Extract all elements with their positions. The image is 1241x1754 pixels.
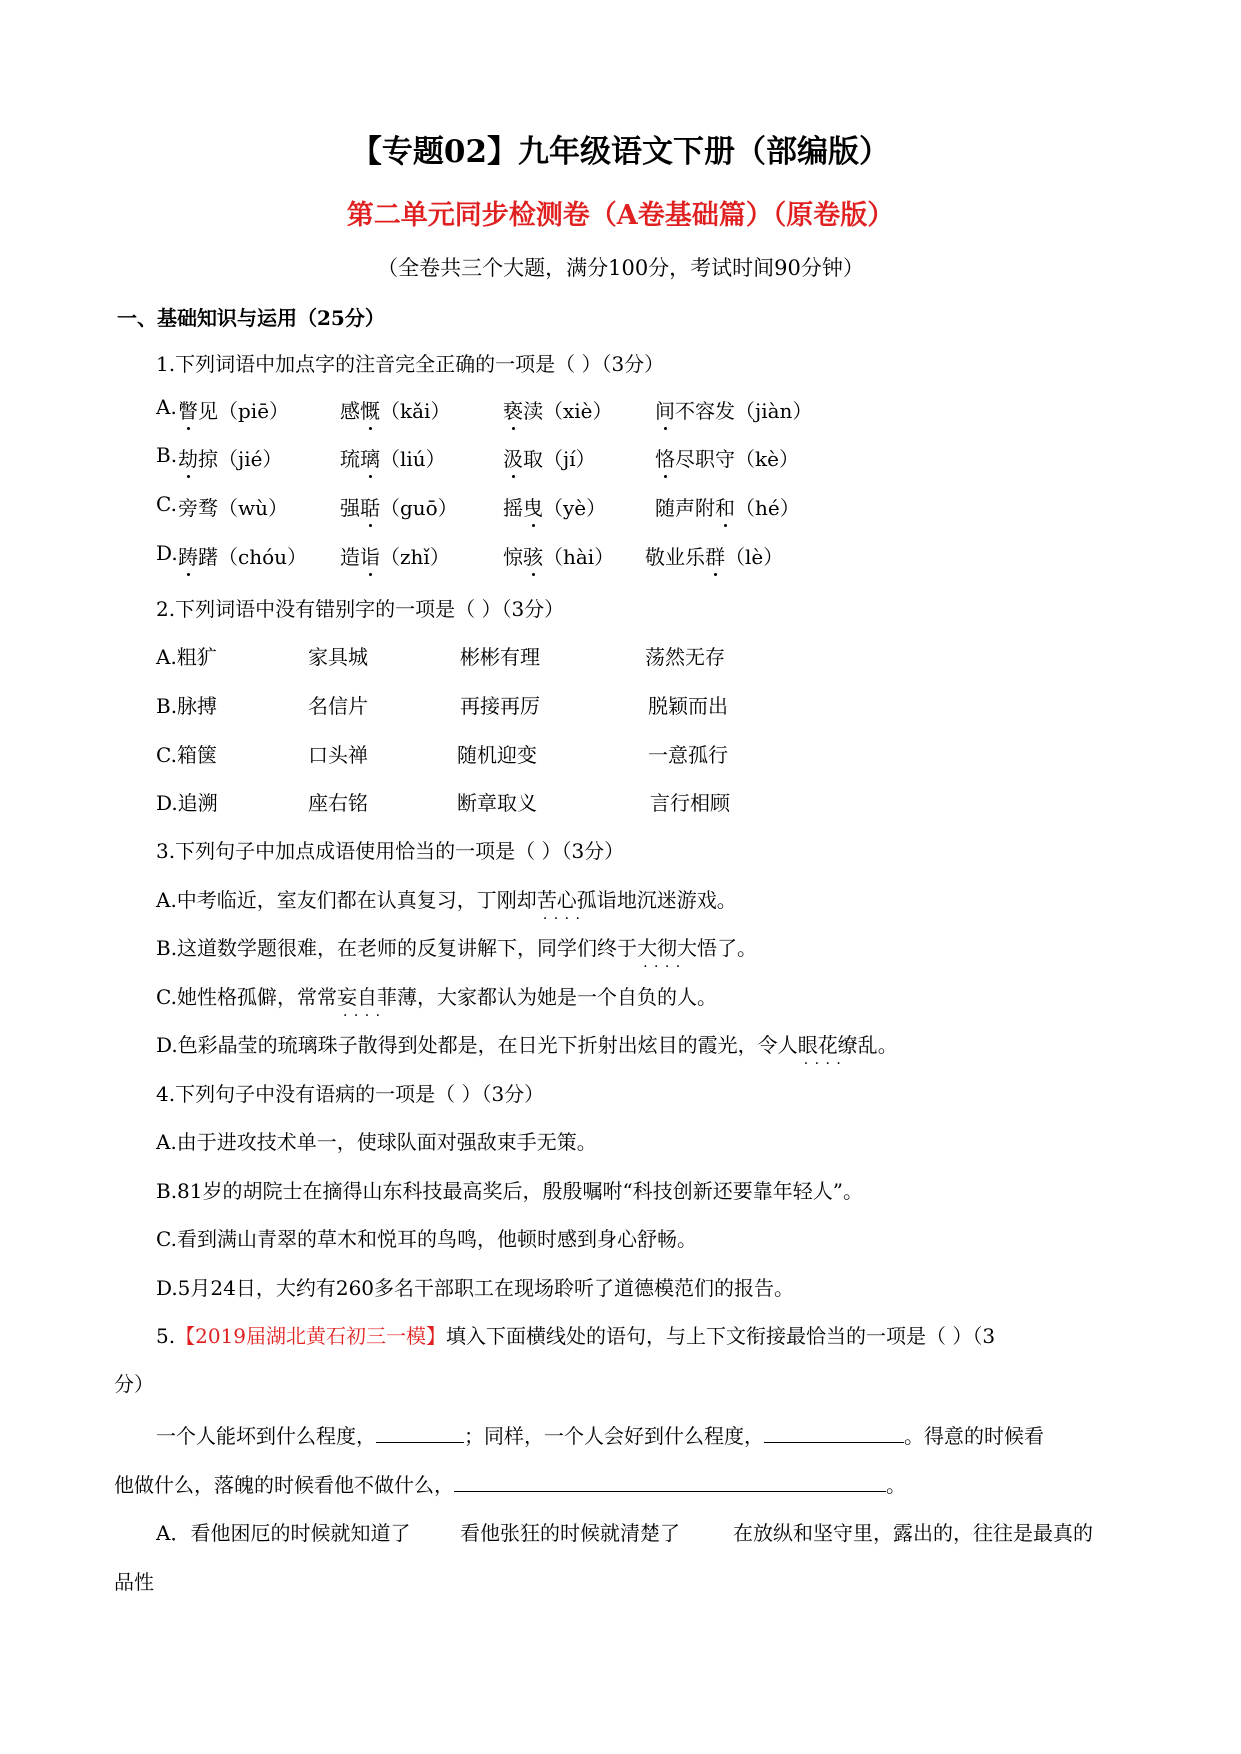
q1-stem: 1.下列词语中加点字的注音完全正确的一项是（ ）（3分） [156, 352, 665, 376]
q1-option-b-label: B. [156, 443, 178, 467]
q5-option-a-part4: 品性 [114, 1570, 154, 1594]
q4-option-a: A.由于进攻技术单一，使球队面对强敌束手无策。 [156, 1130, 597, 1154]
q2-d-word3: 断章取义 [457, 791, 537, 815]
q4-option-c: C.看到满山青翠的草木和悦耳的鸟鸣，他顿时感到身心舒畅。 [156, 1227, 697, 1251]
q5-stem: 5.【2019届湖北黄石初三一模】填入下面横线处的语句，与上下文衔接最恰当的一项是（ ）（3 [156, 1324, 996, 1348]
document-title: 【专题02】九年级语文下册（部编版） [350, 134, 891, 170]
q1-option-d-label: D. [156, 541, 178, 565]
q3-stem: 3.下列句子中加点成语使用恰当的一项是（ ）（3分） [156, 839, 625, 863]
q1-option-a-word2: 感慨（kǎi） [340, 395, 450, 424]
q4-option-b: B.81岁的胡院士在摘得山东科技最高奖后，殷殷嘱咐“科技创新还要靠年轻人”。 [156, 1179, 863, 1203]
q5-option-a-part1: A．看他困厄的时候就知道了 [156, 1521, 411, 1545]
q1-option-c-label: C. [156, 492, 177, 516]
dotted-idiom: 眼花缭乱 · · [798, 1029, 878, 1058]
q1-option-d-word3: 惊骇（hài） [503, 541, 614, 570]
q1-option-c-word1: 旁骛（wù） [178, 496, 288, 520]
q1-option-d-word1: 踌躇（chóu） [178, 541, 307, 570]
q5-passage-line2: 他做什么，落魄的时候看他不做什么， 。 [114, 1473, 906, 1497]
q2-d-word2: 座右铭 [308, 791, 368, 815]
q2-c-word4: 一意孤行 [648, 743, 728, 767]
q2-b-word4: 脱颖而出 [648, 694, 728, 718]
q1-option-b-word1: 劫掠（jié） [178, 443, 282, 472]
q2-a-word1: A.粗犷 [156, 645, 217, 669]
q1-option-b-word2: 琉璃（liú） [340, 443, 446, 472]
q1-option-c-word3: 摇曳（yè） [503, 492, 606, 521]
q2-d-word1: D.追溯 [156, 791, 218, 815]
q2-c-word2: 口头禅 [308, 743, 368, 767]
exam-info: （全卷共三个大题，满分100分，考试时间90分钟） [377, 256, 864, 280]
q2-c-word3: 随机迎变 [457, 743, 537, 767]
q1-option-a-word1: 瞥见（piē） [178, 395, 289, 424]
q5-option-a-part3: 在放纵和坚守里，露出的，往往是最真的 [733, 1521, 1093, 1545]
dotted-idiom: 妄自菲薄 · · [337, 981, 417, 1010]
q1-option-b-word4: 恪尽职守（kè） [655, 443, 799, 472]
q5-source: 【2019届湖北黄石初三一模】 [175, 1324, 446, 1348]
q2-stem: 2.下列词语中没有错别字的一项是（ ）（3分） [156, 597, 565, 621]
q3-option-c: C.她性格孤僻，常常妄自菲薄 · ·，大家都认为她是一个自负的人。 [156, 981, 717, 1010]
q1-option-a-word4: 间不容发（jiàn） [655, 395, 812, 424]
q4-stem: 4.下列句子中没有语病的一项是（ ）（3分） [156, 1082, 545, 1106]
answer-blank-1[interactable] [376, 1422, 464, 1443]
q2-a-word4: 荡然无存 [645, 645, 725, 669]
answer-blank-2[interactable] [764, 1422, 904, 1443]
q1-option-d-word4: 敬业乐群（lè） [645, 541, 783, 570]
q1-option-d-word2: 造诣（zhǐ） [340, 541, 450, 570]
q1-option-b-word3: 汲取（jí） [503, 443, 596, 472]
q2-d-word4: 言行相顾 [650, 791, 730, 815]
q3-option-a: A.中考临近，室友们都在认真复习，丁刚却苦心孤诣 · ·地沉迷游戏。 [156, 884, 737, 913]
answer-blank-3[interactable] [454, 1471, 886, 1492]
q1-option-a-word3: 亵渎（xiè） [503, 395, 613, 424]
q4-option-d: D.5月24日，大约有260多名干部职工在现场聆听了道德模范们的报告。 [156, 1276, 795, 1300]
q2-a-word3: 彬彬有理 [460, 645, 540, 669]
dotted-idiom: 大彻大悟 · · [637, 932, 717, 961]
q5-passage-line1: 一个人能坏到什么程度， ；同样，一个人会好到什么程度， 。得意的时候看 [156, 1424, 1044, 1448]
q5-option-a-part2: 看他张狂的时候就清楚了 [460, 1521, 680, 1545]
q1-option-a-label: A. [156, 395, 177, 419]
dotted-idiom: 苦心孤诣 · · [537, 884, 617, 913]
q2-b-word1: B.脉搏 [156, 694, 218, 718]
section-heading: 一、基础知识与运用（25分） [117, 306, 385, 330]
q3-option-d: D.色彩晶莹的琉璃珠子散得到处都是，在日光下折射出炫目的霞光，令人眼花缭乱 · ·。 [156, 1029, 898, 1058]
q2-b-word3: 再接再厉 [460, 694, 540, 718]
q3-option-b: B.这道数学题很难，在老师的反复讲解下，同学们终于大彻大悟 · ·了。 [156, 932, 757, 961]
q2-b-word2: 名信片 [308, 694, 368, 718]
q5-stem-cont: 分） [114, 1372, 154, 1396]
document-subtitle: 第二单元同步检测卷（A卷基础篇）（原卷版） [346, 200, 895, 231]
q1-option-c-word2: 强聒（guō） [340, 492, 458, 521]
q1-option-c-word4: 随声附和（hé） [655, 492, 800, 521]
q2-a-word2: 家具城 [308, 645, 368, 669]
q2-c-word1: C.箱箧 [156, 743, 217, 767]
